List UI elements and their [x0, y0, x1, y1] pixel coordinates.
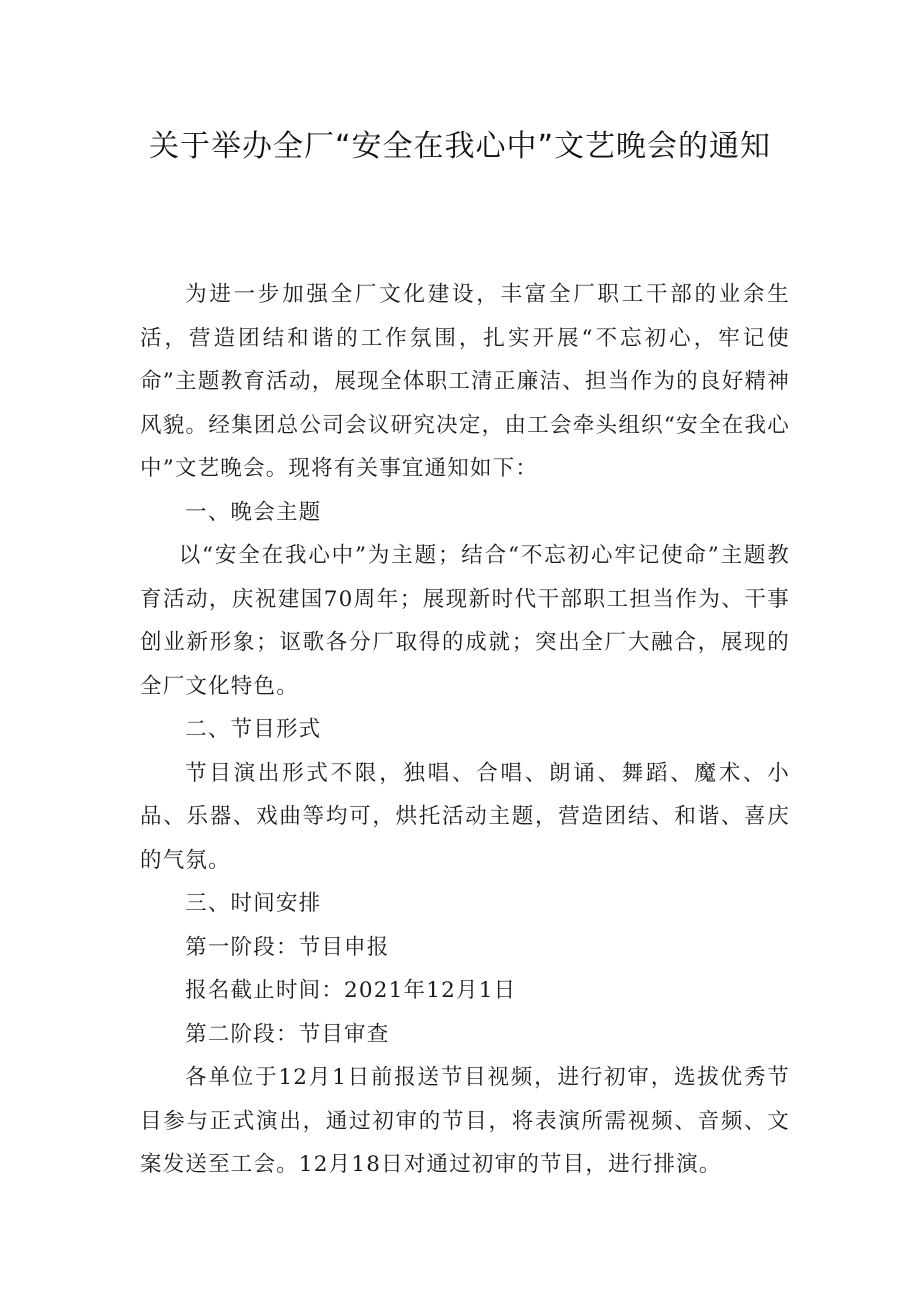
document-body [140, 273, 790, 1187]
stage-two-heading: 第二阶段：节目审查 [185, 1021, 390, 1047]
review-paragraph: 各单位于12月1日前报送节目视频，进行初审，选拔优秀节目参与正式演出，通过初审的节目，将表演所需视频、音频、文案发送至工会。12月18日对通过初审的节目，进行排演。 [140, 1065, 790, 1177]
document-title: 关于举办全厂“安全在我心中”文艺晚会的通知 [148, 129, 772, 164]
stage-one-heading: 第一阶段：节目申报 [185, 934, 390, 960]
theme-paragraph: 以“安全在我心中”为主题；结合“不忘初心牢记使命”主题教育活动，庆祝建国70周年；展现新时代干部职工担当作为、干事创业新形象；讴歌各分厂取得的成就；突出全厂大融合，展现的全厂文化特色。 [140, 543, 790, 699]
section-heading-schedule: 三、时间安排 [185, 891, 322, 916]
section-heading-program-format: 二、节目形式 [185, 717, 322, 742]
registration-deadline: 报名截止时间：2021年12月1日 [185, 978, 517, 1003]
intro-paragraph: 为进一步加强全厂文化建设，丰富全厂职工干部的业余生活，营造团结和谐的工作氛围，扎实开展“不忘初心，牢记使命”主题教育活动，展现全体职工清正廉洁、担当作为的良好精神风貌。经集团总公司会议研究决定，由工会牵头组织“安全在我心中”文艺晚会。现将有关事宜通知如下： [140, 282, 790, 481]
program-format-paragraph: 节目演出形式不限，独唱、合唱、朗诵、舞蹈、魔术、小品、乐器、戏曲等均可，烘托活动主题，营造团结、和谐、喜庆的气氛。 [140, 760, 790, 873]
section-heading-theme: 一、晚会主题 [185, 499, 322, 525]
